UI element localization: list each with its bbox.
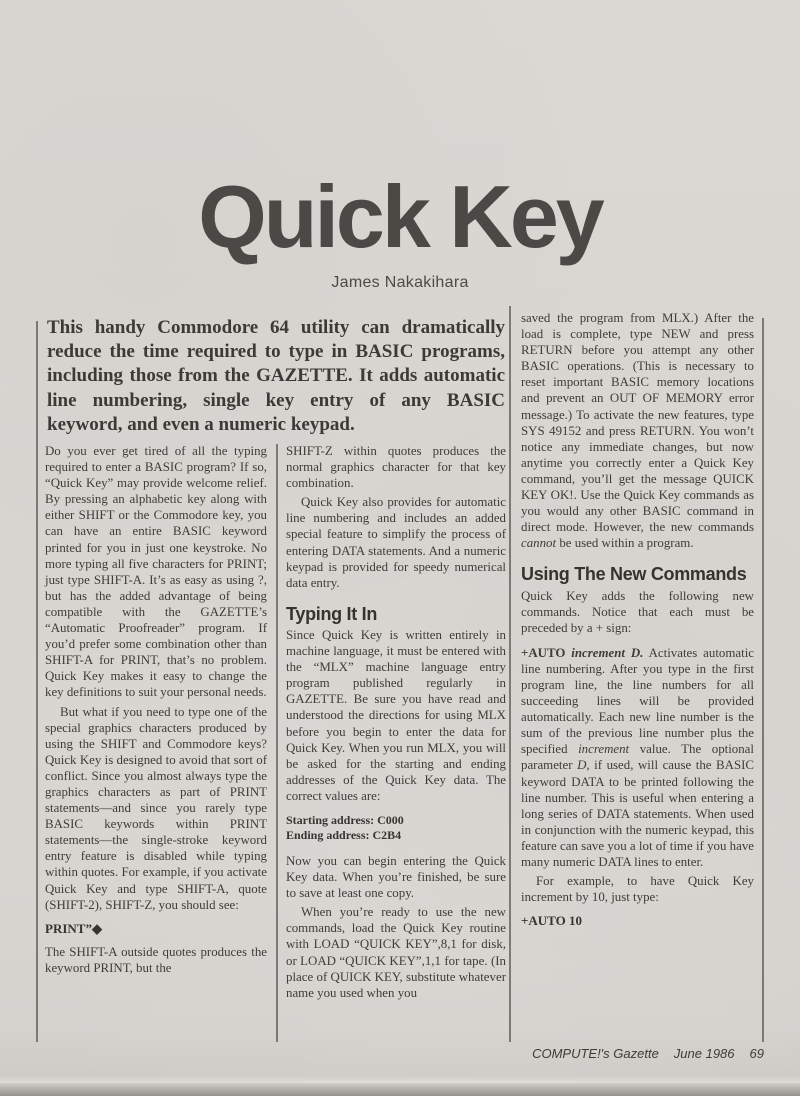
paragraph-text: be used within a program. [556, 536, 694, 551]
command-paragraph [521, 645, 754, 870]
page-number: 69 [749, 1046, 764, 1061]
magazine-name: COMPUTE!'s Gazette [532, 1046, 659, 1061]
paragraph: Since Quick Key is written entirely in machine language, it must be entered with the “MLX” machine language entry program published regularly in GAZETTE. Be sure you have read and understood the directions for using MLX before you begin to enter the data for Quick Key. When you run MLX, you will be asked for the starting and ending addresses of the Quick Key data. The correct values are: [286, 627, 506, 803]
paragraph-text: value. The optional parameter [521, 742, 754, 773]
paragraph-text: saved the program from MLX.) After the load is complete, type NEW and press RETURN before you attempt any other BASIC operations. (This is necessary to reset important BASIC memory locations and prevent an OUT OF MEMORY error message.) To activate the new features, type SYS 49152 and press RETURN. You won’t notice any immediate changes, but now anytime you correctly enter a Quick Key command, you’ll get the message QUICK KEY OK!. Use the Quick Key commands as you would any other BASIC command in direct mode. However, the new commands [521, 311, 754, 535]
issue-date: June 1986 [673, 1046, 735, 1061]
column-rule-right [762, 318, 764, 1042]
paragraph: But what if you need to type one of the special graphics characters produced by using the SHIFT and Commodore keys? Quick Key is designed to avoid that sort of conflict. Since you almost always type the graphics characters as part of PRINT statements—and since you rarely type BASIC keywords within PRINT statements—the single-stroke keyword entry feature is disabled while typing within quotes. For example, if you activate Quick Key and type SHIFT-A, quote (SHIFT-2), SHIFT-Z, you should see: [45, 704, 267, 912]
page-footer [532, 1046, 764, 1061]
byline: James Nakakihara [331, 274, 469, 291]
column-2 [286, 443, 506, 1055]
paragraph: Do you ever get tired of all the typing required to enter a BASIC program? If so, “Quick Key” may provide welcome relief. By pressing an alphabetic key along with either SHIFT or the Commodore key, you can have an entire BASIC keyword printed for you in just one keystroke. No more typing all five characters for PRINT; just type SHIFT-A. It’s as easy as using ?, but has the added advantage of being compatible with the GAZETTE’s “Automatic Proofreader” program. If you’d prefer some combination other than SHIFT-A for PRINT, that’s no problem. Quick Key makes it easy to change the key definitions to suit your personal needs. [45, 444, 267, 700]
ending-address: Ending address: C2B4 [286, 828, 402, 843]
code-line-auto: +AUTO 10 [521, 913, 582, 929]
emphasized-word: increment [578, 742, 630, 757]
page-edge-highlight [0, 1076, 800, 1083]
section-heading-typing-it-in: Typing It In [286, 603, 378, 624]
paragraph [521, 310, 754, 551]
page-edge-shadow [0, 1083, 800, 1096]
column-1 [45, 443, 267, 1055]
paragraph: Quick Key adds the following new commands. Notice that each must be preceded by a + sign: [521, 588, 754, 635]
paragraph: Now you can begin entering the Quick Key data. When you’re finished, be sure to save at least one copy. [286, 853, 506, 901]
intro-paragraph: This handy Commodore 64 utility can dramatically reduce the time required to type in BASIC programs, including those from the GAZETTE. It adds automatic line numbering, single key entry of any BASIC keyword, and even a numeric keypad. [47, 317, 505, 435]
article-title: Quick Key [198, 167, 602, 266]
column-rule-2-3 [509, 306, 511, 1042]
emphasized-word: D [577, 758, 587, 773]
column-3 [521, 310, 754, 1055]
paragraph: The SHIFT-A outside quotes produces the keyword PRINT, but the [45, 944, 267, 975]
paragraph-text: , if used, will cause the BASIC keyword DATA to be printed following the line number. This is useful when entering a long series of DATA statements. When used in conjunction with the numeric keypad, this feature can save you a lot of time if you have many numeric DATA lines to enter. [521, 758, 754, 869]
code-line-print: PRINT”◆ [45, 920, 102, 936]
column-rule-left [36, 321, 38, 1042]
paragraph: SHIFT-Z within quotes produces the normal graphics character for that key combination. [286, 444, 506, 491]
address-block [286, 813, 506, 844]
paragraph-text: Activates automatic line numbering. After you type in the first program line, the line numbers for all succeeding lines will be provided automatically. Each new line number is the sum of the previous line number plus the specified [521, 645, 754, 757]
column-rule-1-2 [276, 444, 278, 1042]
paragraph: When you’re ready to use the new commands, load the Quick Key routine with LOAD “QUICK KEY”,8,1 for disk, or LOAD “QUICK KEY”,1,1 for tape. (In place of QUICK KEY, substitute whatever name you used when you [286, 905, 506, 1000]
emphasized-word: cannot [521, 536, 557, 551]
section-heading-using-the-new-commands: Using The New Commands [521, 564, 747, 585]
starting-address: Starting address: C000 [286, 812, 404, 827]
command-keyword: +AUTO [521, 645, 566, 660]
paragraph: Quick Key also provides for automatic line numbering and includes an added special feature to simplify the process of entering DATA statements. And a numeric keypad is provided for speedy numerical data entry. [286, 495, 506, 590]
paragraph: For example, to have Quick Key increment by 10, just type: [521, 874, 754, 905]
command-parameters: increment D. [565, 645, 644, 660]
